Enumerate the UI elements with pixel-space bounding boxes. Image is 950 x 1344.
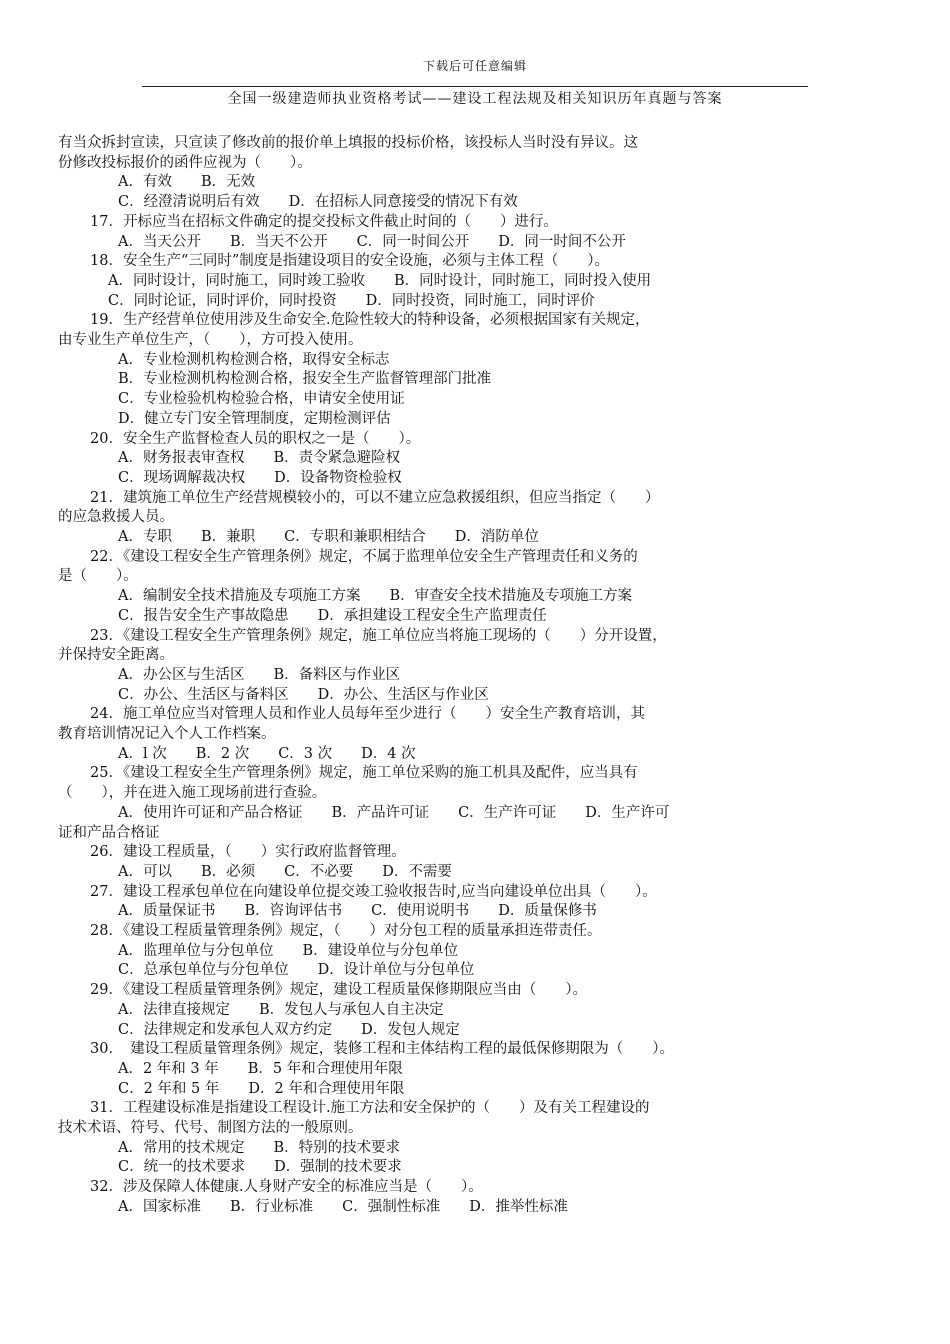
text-line: 份修改投标报价的函件应视为（ ）。 xyxy=(58,154,312,171)
text-line: 的应急救援人员。 xyxy=(58,509,174,526)
option-line: A．可以 B．必须 C．不必要 D．不需要 xyxy=(118,863,452,880)
question-line: 30． 建设工程质量管理条例》规定，装修工程和主体结构工程的最低保修期限为（ ）。 xyxy=(90,1041,674,1058)
option-line: A．编制安全技术措施及专项施工方案 B．审查安全技术措施及专项施工方案 xyxy=(118,588,633,605)
option-line: A．2 年和 3 年 B．5 年和合理使用年限 xyxy=(118,1060,403,1077)
page-title: 全国一级建造师执业资格考试——建设工程法规及相关知识历年真题与答案 xyxy=(142,86,808,108)
option-line: A．监理单位与分包单位 B．建设单位与分包单位 xyxy=(118,942,459,959)
question-line: 27．建设工程承包单位在向建设单位提交竣工验收报告时,应当向建设单位出具（ ）。 xyxy=(90,883,657,900)
option-line: C．统一的技术要求 D．强制的技术要求 xyxy=(118,1159,402,1176)
question-line: 31．工程建设标准是指建设工程设计.施工方法和安全保护的（ ）及有关工程建设的 xyxy=(90,1100,650,1117)
text-line: 由专业生产单位生产，（ ），方可投入使用。 xyxy=(58,332,363,348)
question-line: 28．《建设工程质量管理条例》规定，（ ）对分包工程的质量承担连带责任。 xyxy=(90,923,602,939)
question-line: 24．施工单位应当对管理人员和作业人员每年至少进行（ ）安全生产教育培训，其 xyxy=(90,706,645,723)
text-line: 教育培训情况记入个人工作档案。 xyxy=(58,726,276,742)
text-line: 证和产品合格证 xyxy=(58,824,160,841)
option-line: A．使用许可证和产品合格证 B．产品许可证 C．生产许可证 D．生产许可 xyxy=(118,804,670,821)
question-line: 29．《建设工程质量管理条例》规定，建设工程质量保修期限应当由（ ）。 xyxy=(90,982,587,999)
option-line: A．常用的技术规定 B．特别的技术要求 xyxy=(118,1139,401,1156)
question-line: 20．安全生产监督检查人员的职权之一是（ ）。 xyxy=(90,430,421,447)
question-line: 19．生产经营单位使用涉及生命安全.危险性较大的特种设备，必须根据国家有关规定， xyxy=(90,312,650,329)
text-line: （ ），并在进入施工现场前进行查验。 xyxy=(58,785,327,802)
text-line: 是（ ）。 xyxy=(58,568,138,585)
option-line: A．质量保证书 B．咨询评估书 C．使用说明书 D．质量保修书 xyxy=(118,903,597,920)
question-line: 25．《建设工程安全生产管理条例》规定，施工单位采购的施工机具及配件，应当具有 xyxy=(90,765,638,782)
question-line: 23．《建设工程安全生产管理条例》规定，施工单位应当将施工现场的（ ）分开设置， xyxy=(90,627,667,644)
option-line: C．专业检验机构检验合格，申请安全使用证 xyxy=(118,391,405,408)
question-line: 21．建筑施工单位生产经营规模较小的，可以不建立应急救援组织，但应当指定（ ） xyxy=(90,489,660,506)
top-note: 下载后可任意编辑 xyxy=(422,59,527,73)
option-line: C．办公、生活区与备料区 D．办公、生活区与作业区 xyxy=(118,686,489,703)
option-line: A．专业检测机构检测合格，取得安全标志 xyxy=(118,351,390,368)
option-line: C．法律规定和发承包人双方约定 D．发包人规定 xyxy=(118,1021,460,1038)
option-line: A．法律直接规定 B．发包人与承包人自主决定 xyxy=(118,1001,444,1018)
option-line: A．专职 B．兼职 C．专职和兼职相结合 D．消防单位 xyxy=(118,529,539,545)
option-line: A．办公区与生活区 B．备料区与作业区 xyxy=(118,666,401,683)
option-line: A．有效 B．无效 xyxy=(118,174,256,191)
option-line: C．报告安全生产事故隐患 D．承担建设工程安全生产监理责任 xyxy=(118,607,547,624)
question-line: 22．《建设工程安全生产管理条例》规定，不属于监理单位安全生产管理责任和义务的 xyxy=(90,548,638,565)
option-line: C．经澄清说明后有效 D．在招标人同意接受的情况下有效 xyxy=(118,194,518,211)
question-line: 18．安全生产“三同时”制度是指建设项目的安全设施，必须与主体工程（ ）。 xyxy=(90,253,610,270)
option-line: C．现场调解裁决权 D．设备物资检验权 xyxy=(118,469,402,486)
option-line: C．2 年和 5 年 D．2 年和合理使用年限 xyxy=(118,1080,405,1097)
text-line: 技术术语、符号、代号、制图方法的一般原则。 xyxy=(58,1120,363,1136)
text-line: 有当众拆封宣读，只宣读了修改前的报价单上填报的投标价格，该投标人当时没有异议。这 xyxy=(58,135,638,151)
option-line: A．l 次 B．2 次 C．3 次 D．4 次 xyxy=(118,745,416,762)
option-line: A．国家标准 B．行业标准 C．强制性标准 D．推举性标准 xyxy=(118,1198,568,1215)
question-line: 26．建设工程质量，（ ）实行政府监督管理。 xyxy=(90,844,406,861)
text-line: 并保持安全距离。 xyxy=(58,647,174,664)
option-line: A．财务报表审查权 B．责令紧急避险权 xyxy=(118,450,401,467)
option-line: A．当天公开 B．当天不公开 C．同一时间公开 D．同一时间不公开 xyxy=(118,233,626,250)
option-line: D．健立专门安全管理制度，定期检测评估 xyxy=(118,410,391,427)
option-line: C．总承包单位与分包单位 D．设计单位与分包单位 xyxy=(118,962,475,979)
question-line: 17．开标应当在招标文件确定的提交投标文件截止时间的（ ）进行。 xyxy=(90,213,558,230)
option-line: C．同时论证，同时评价，同时投资 D．同时投资，同时施工，同时评价 xyxy=(108,292,595,309)
option-line: B．专业检测机构检测合格，报安全生产监督管理部门批准 xyxy=(118,371,492,388)
option-line: A．同时设计，同时施工，同时竣工验收 B．同时设计，同时施工，同时投入使用 xyxy=(108,272,652,289)
question-line: 32．涉及保障人体健康.人身财产安全的标准应当是（ ）。 xyxy=(90,1179,483,1196)
